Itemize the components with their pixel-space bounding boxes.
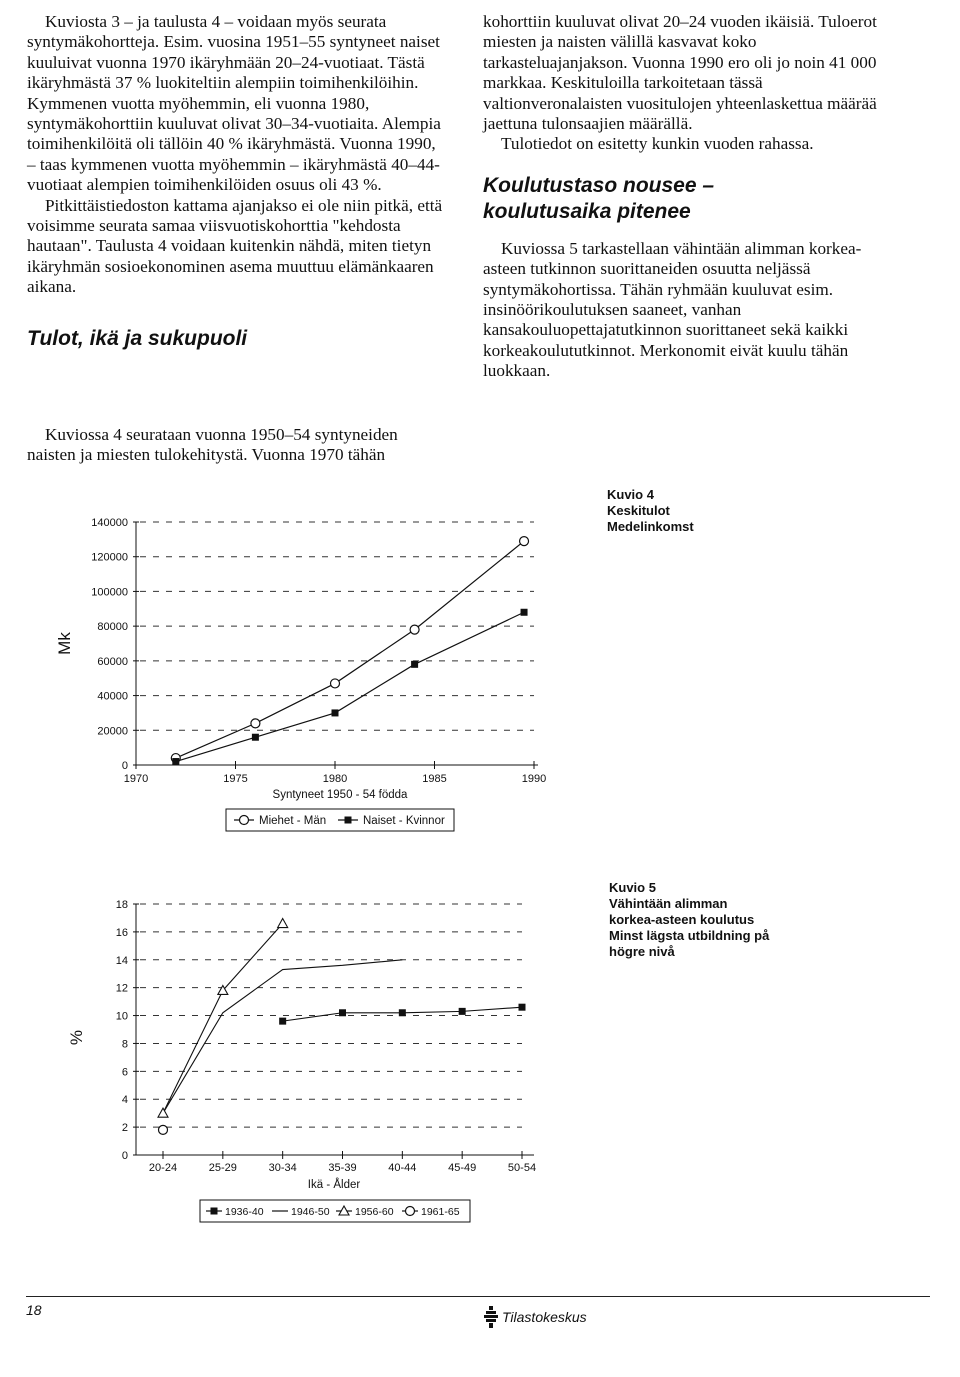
footer-rule [26,1296,930,1297]
data-point-series-1 [399,1009,406,1016]
series-line-3 [163,924,283,1114]
y-tick-label: 60000 [97,655,128,668]
data-point-series-3 [158,1108,168,1117]
y-tick-label: 10 [115,1010,128,1023]
data-point-series-1 [279,1018,286,1025]
y-tick-label: 12 [115,982,128,995]
y-axis-title: Mk [55,632,74,655]
y-tick-label: 0 [121,1150,128,1162]
legend-label-1: Miehet - Män [259,815,327,827]
figure-4-chart [40,485,560,855]
data-point-series-1 [519,1004,526,1011]
figure-4-number: Kuvio 4 [607,487,654,502]
data-point-series-1 [251,719,260,728]
figure-5-title-line-2: korkea-asteen koulutus [609,912,755,927]
y-tick-label: 2 [121,1122,128,1135]
figure-5-chart [40,880,560,1240]
y-tick-label: 140000 [91,517,128,529]
left-column-lower [27,425,447,466]
x-tick-label: 45-49 [448,1162,477,1174]
data-point-series-1 [410,625,419,634]
footer-brand-name: Tilastokeskus [502,1309,587,1325]
section-heading-education: Koulutustaso nousee – koulutusaika pitenee [483,173,715,223]
right-column [483,12,895,382]
legend-swatch-marker [406,1207,415,1216]
data-point-series-1 [520,537,529,546]
x-tick-label: 50-54 [507,1162,537,1174]
x-tick-label: 25-29 [208,1162,237,1174]
x-axis-title: Ikä - Ålder [307,1179,361,1191]
figure-5-title-line-4: högre nivå [609,944,675,959]
y-tick-label: 18 [115,899,128,911]
y-tick-label: 14 [115,954,128,967]
data-point-series-2 [521,609,528,616]
y-tick-label: 8 [121,1038,128,1051]
figure-5-title-line-1: Vähintään alimman [609,896,728,911]
x-tick-label: 1985 [422,773,447,785]
page-number: 18 [26,1302,42,1318]
x-tick-label: 1990 [521,773,547,785]
legend-swatch-marker [345,817,352,824]
y-tick-label: 40000 [97,690,128,703]
left-para-2: Pitkittäistiedoston kattama ajanjakso ei ole niin pitkä, että voisimme seurata samaa viisvuotiskohorttia "kehdosta hautaan". Taulusta 4 voidaan kuitenkin nähdä, miten tietyn ikäryhmän sosioekonominen asema muuttuu elämänkaaren aikana. [27,195,443,297]
right-para-1: kohorttiin kuuluvat olivat 20–24 vuoden ikäisiä. Tuloerot miesten ja naisten välillä kasvavat koko tarkasteluajanjakson. Vuonna 1990 ero oli jo noin 41 000 markkaa. Keskituloilla tarkoitetaan tässä valtionveronalaisten vuositulojen yhteenlaskettua määrää jaettuna tulonsaajien määrällä. [483,12,877,134]
data-point-series-1 [331,679,340,688]
y-tick-label: 16 [115,926,128,939]
x-tick-label: 1970 [123,773,149,785]
series-line-1 [176,541,524,758]
x-tick-label: 30-34 [268,1162,297,1174]
x-tick-label: 1975 [223,773,248,785]
data-point-series-4 [159,1125,168,1134]
legend-label-4: 1961-65 [421,1206,460,1218]
series-line-2 [176,612,524,761]
figure-5-title-line-3: Minst lägsta utbildning på [609,928,770,943]
figure-4-title-fi: Keskitulot [607,503,670,518]
y-tick-label: 0 [121,760,128,772]
data-point-series-1 [339,1009,346,1016]
right-para-2: Tulotiedot on esitetty kunkin vuoden rahassa. [501,134,814,154]
section-heading-income: Tulot, ikä ja sukupuoli [27,326,248,350]
x-tick-label: 20-24 [148,1162,178,1174]
legend-label-2: Naiset - Kvinnor [363,815,445,827]
y-axis-title: % [67,1029,86,1046]
x-tick-label: 40-44 [388,1162,417,1174]
legend-label-3: 1956-60 [355,1206,394,1218]
series-line-2 [163,960,402,1113]
x-tick-label: 35-39 [328,1162,357,1174]
statistics-finland-logo-icon [484,1306,498,1328]
y-tick-label: 6 [121,1066,128,1079]
legend-label-2: 1946-50 [291,1206,330,1218]
left-para-3: Kuviossa 4 seurataan vuonna 1950–54 syntyneiden naisten ja miesten tulokehitystä. Vuonna 1970 tähän [27,425,398,465]
figure-5-number: Kuvio 5 [609,880,656,895]
data-point-series-2 [172,758,179,765]
figure-4-title-sv: Medelinkomst [607,519,694,534]
legend-label-1: 1936-40 [225,1206,264,1218]
x-axis-title: Syntyneet 1950 - 54 födda [272,789,408,801]
y-tick-label: 4 [121,1094,128,1107]
y-tick-label: 20000 [97,725,128,738]
figure-5-caption [609,880,769,960]
legend-swatch-marker [240,816,249,825]
y-tick-label: 80000 [97,621,128,634]
data-point-series-2 [332,709,339,716]
footer-brand [484,1306,587,1328]
left-para-1: Kuviosta 3 – ja taulusta 4 – voidaan myös seurata syntymäkohortteja. Esim. vuosina 1951–55 syntyneet naiset kuuluivat vuonna 1970 ikäryhmään 20–24-vuotiaat. Tästä ikäryhmästä 37 % luokiteltiin alempiin toimihenkilöihin. Kymmenen vuotta myöhemmin, eli vuonna 1980, syntymäkohorttiin kuuluvat olivat 30–34-vuotiaita. Alempia toimihenkilöitä oli tällöin 40 % ikäryhmästä. Vuonna 1990, – taas kymmenen vuotta myöhemmin – ikäryhmästä 40–44-vuotiaat alempien toimihenkilöiden osuus oli 43 %. [27,12,441,195]
y-tick-label: 120000 [91,551,128,564]
data-point-series-2 [411,661,418,668]
figure-4-caption [607,487,694,535]
data-point-series-1 [459,1008,466,1015]
left-column [27,12,447,352]
x-tick-label: 1980 [322,773,348,785]
right-para-3: Kuviossa 5 tarkastellaan vähintään alimman korkea-asteen tutkinnon suorittaneiden osuutta neljässä syntymäkohortissa. Tähän ryhmään kuuluvat esim. insinöörikoulutuksen saaneet, vanhan kansakouluopettajatutkinnon suorittaneet sekä kaikki korkeakoulututkinnot. Merkonomit eivät kuulu tähän luokkaan. [483,238,862,381]
data-point-series-3 [278,919,288,928]
y-tick-label: 100000 [91,586,128,599]
legend-swatch-marker [211,1208,218,1215]
data-point-series-2 [252,734,259,741]
